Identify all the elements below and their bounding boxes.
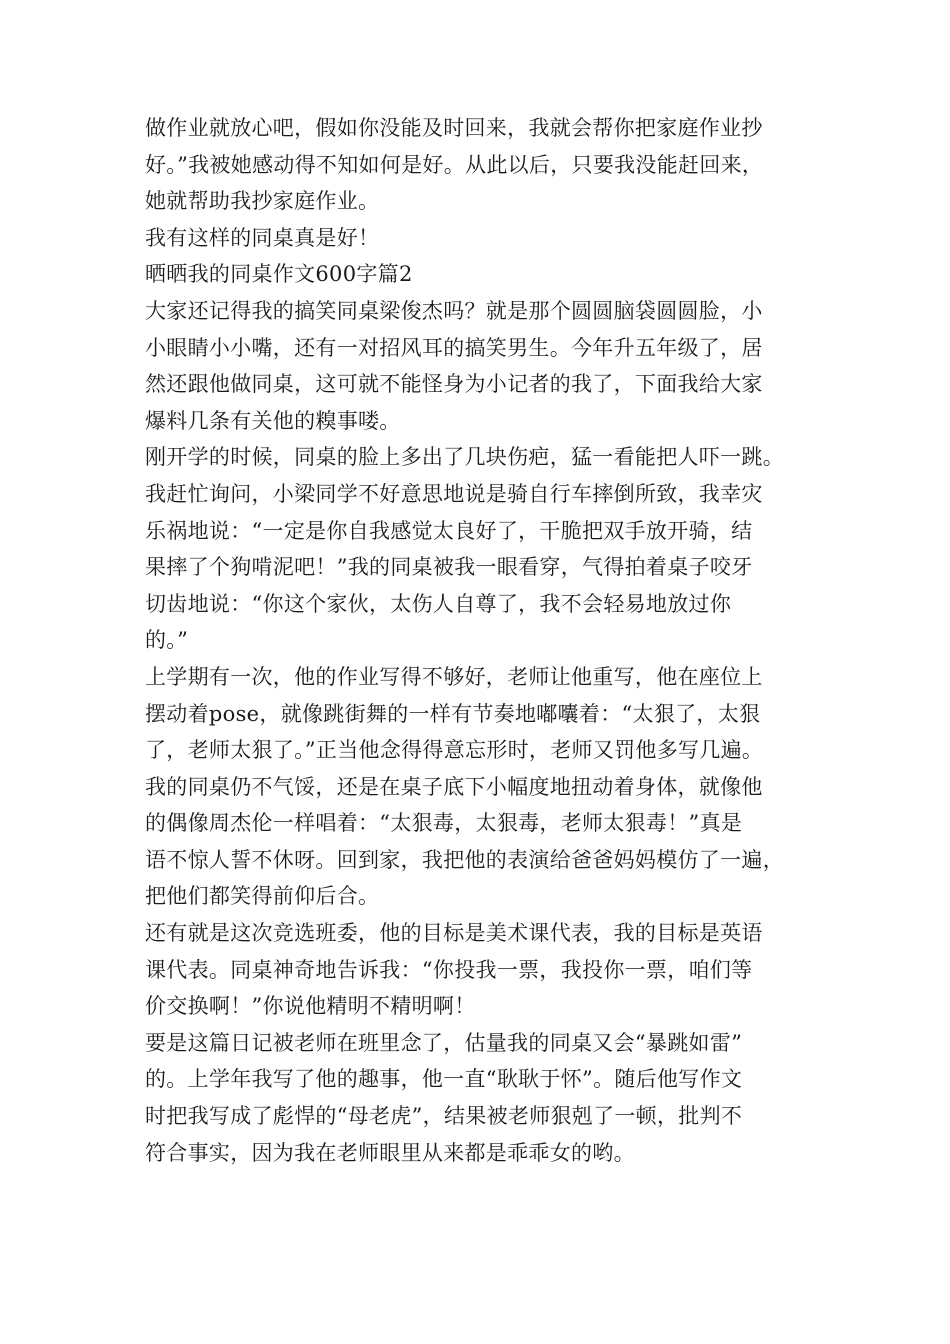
text-line: 时把我写成了彪悍的“母老虎”，结果被老师狠剋了一顿，批判不 (145, 1104, 743, 1129)
text-line: 我有这样的同桌真是好！ (145, 225, 380, 250)
section-heading: 晒晒我的同桌作文600字篇2 (145, 262, 413, 287)
text-line: 然还跟他做同桌，这可就不能怪身为小记者的我了，下面我给大家 (145, 372, 763, 397)
text-line: 了，老师太狠了。”正当他念得得意忘形时，老师又罚他多写几遍。 (145, 738, 764, 763)
text-line: 还有就是这次竞选班委，他的目标是美术课代表，我的目标是英语 (145, 921, 763, 946)
text-line: 课代表。同桌神奇地告诉我：“你投我一票，我投你一票，咱们等 (145, 957, 753, 982)
text-line: 小眼睛小小嘴，还有一对招风耳的搞笑男生。今年升五年级了，居 (145, 335, 763, 360)
text-line: 她就帮助我抄家庭作业。 (145, 189, 380, 214)
text-line: 的偶像周杰伦一样唱着：“太狠毒，太狠毒，老师太狠毒！”真是 (145, 811, 743, 836)
text-line: 上学期有一次，他的作业写得不够好，老师让他重写，他在座位上 (145, 664, 763, 689)
text-line: 的。” (145, 628, 189, 653)
text-line: 乐祸地说：“一定是你自我感觉太良好了，干脆把双手放开骑，结 (145, 518, 753, 543)
text-line: 切齿地说：“你这个家伙，太伤人自尊了，我不会轻易地放过你 (145, 591, 732, 616)
text-line: 摆动着pose，就像跳街舞的一样有节奏地嘟囔着：“太狠了，太狠 (145, 701, 761, 726)
text-line: 要是这篇日记被老师在班里念了，估量我的同桌又会“暴跳如雷” (145, 1030, 743, 1055)
text-line: 语不惊人誓不休呀。回到家，我把他的表演给爸爸妈妈模仿了一遍， (145, 847, 784, 872)
text-line: 做作业就放心吧，假如你没能及时回来，我就会帮你把家庭作业抄 (145, 116, 763, 140)
text-line: 果摔了个狗啃泥吧！”我的同桌被我一眼看穿，气得拍着桌子咬牙 (145, 555, 753, 580)
text-line: 我的同桌仍不气馁，还是在桌子底下小幅度地扭动着身体，就像他 (145, 774, 763, 799)
text-line: 爆料几条有关他的糗事喽。 (145, 408, 401, 433)
text-line: 价交换啊！”你说他精明不精明啊！ (145, 994, 476, 1019)
text-line: 刚开学的时候，同桌的脸上多出了几块伤疤，猛一看能把人吓一跳。 (145, 445, 784, 470)
text-line: 好。”我被她感动得不知如何是好。从此以后，只要我没能赶回来， (145, 152, 764, 177)
text-line: 符合事实，因为我在老师眼里从来都是乖乖女的哟。 (145, 1140, 635, 1165)
text-line: 的。上学年我写了他的趣事，他一直“耿耿于怀”。随后他写作文 (145, 1067, 743, 1092)
text-line: 把他们都笑得前仰后合。 (145, 884, 380, 909)
document-body (145, 110, 825, 1171)
text-line: 我赶忙询问，小梁同学不好意思地说是骑自行车摔倒所致，我幸灾 (145, 481, 763, 506)
text-line: 大家还记得我的搞笑同桌梁俊杰吗？就是那个圆圆脑袋圆圆脸，小 (145, 298, 763, 323)
